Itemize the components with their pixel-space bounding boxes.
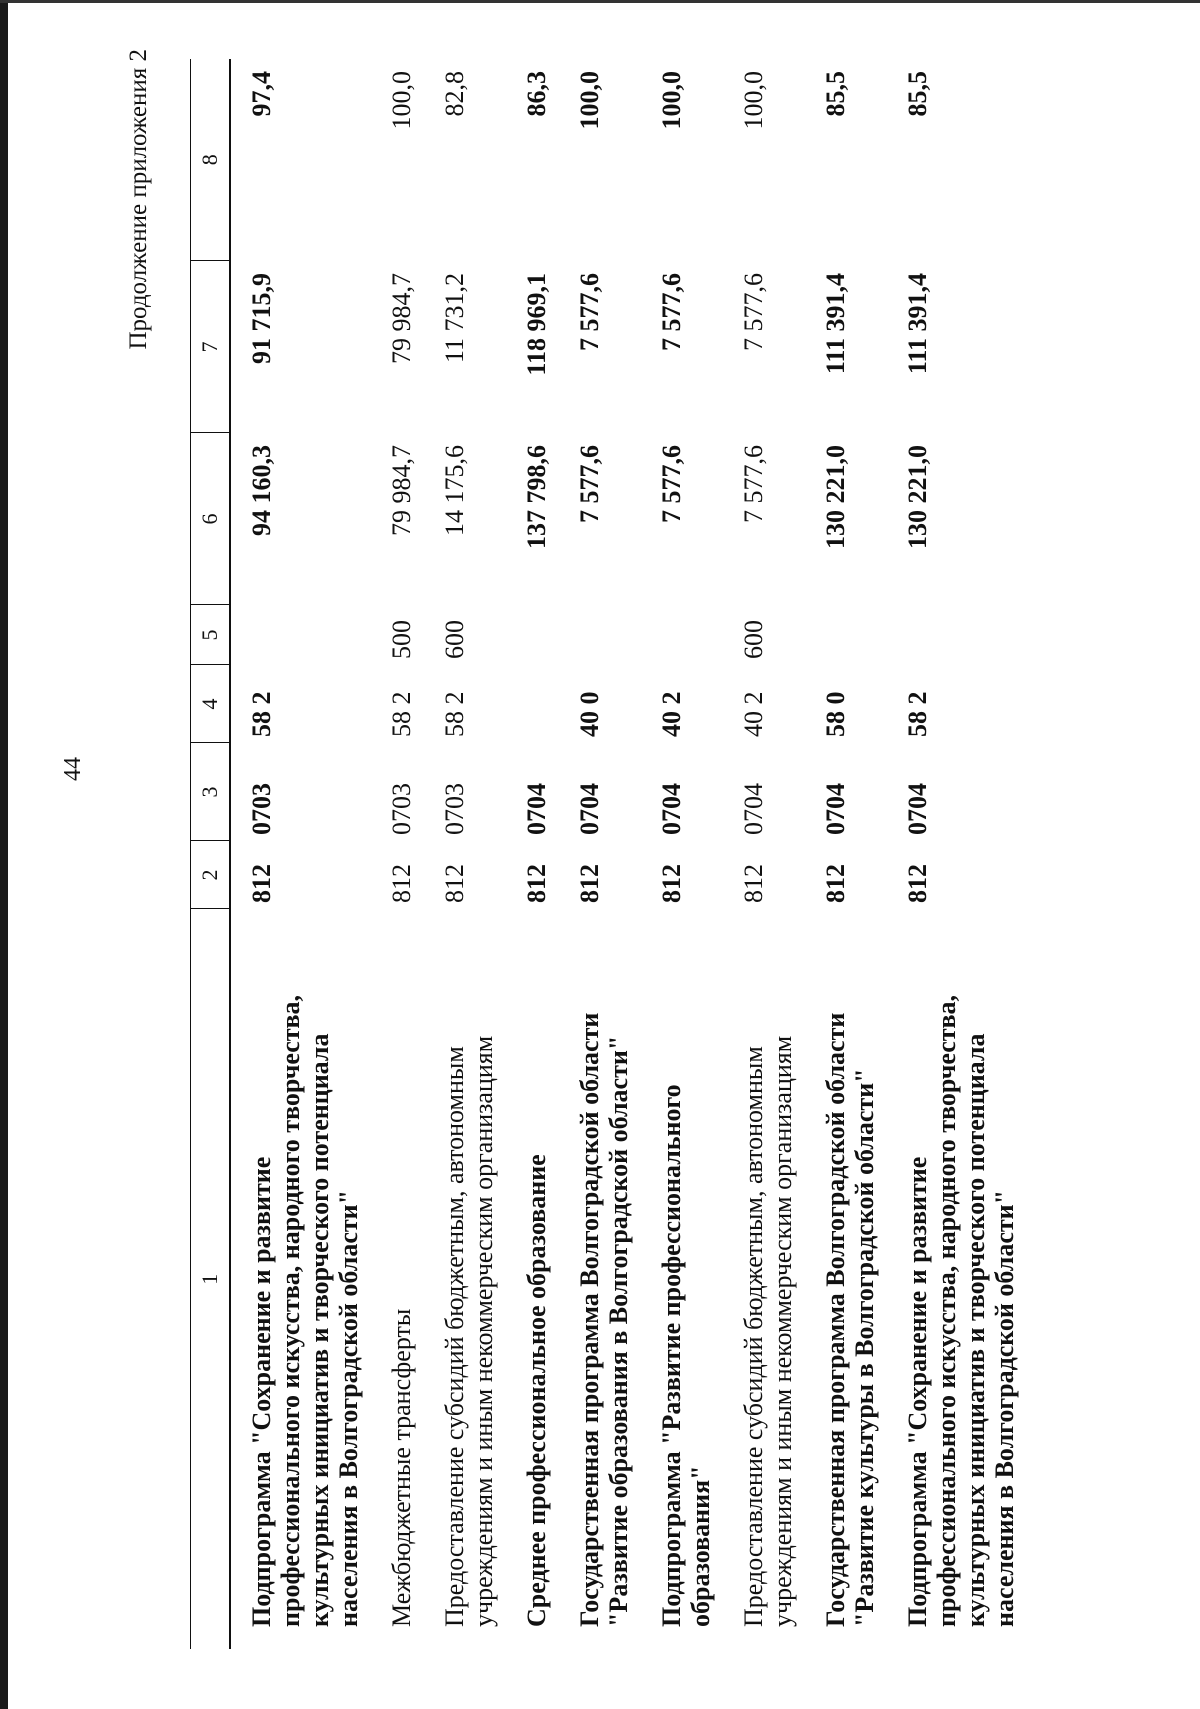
cell-expense-type xyxy=(641,605,723,665)
cell-ministry: 812 xyxy=(387,864,416,903)
cell-section: 0704 xyxy=(903,783,932,835)
cell-executed: 79 984,7 xyxy=(387,273,416,364)
row-name: Государственная программа Волгоградской области "Развитие культуры в Волгоградской области" xyxy=(821,1012,879,1627)
budget-table xyxy=(190,59,1027,1649)
header-cell: 8 xyxy=(191,59,231,261)
cell-target: 58 0 xyxy=(821,691,850,737)
cell-planned: 137 798,6 xyxy=(522,445,551,549)
cell-section: 0703 xyxy=(247,783,276,835)
cell-percent: 100,0 xyxy=(387,71,416,130)
row-name: Межбюджетные трансферты xyxy=(387,1308,416,1627)
table-row xyxy=(424,59,506,1649)
cell-expense-type xyxy=(559,605,641,665)
cell-section: 0703 xyxy=(387,783,416,835)
cell-percent: 82,8 xyxy=(440,71,469,117)
header-cell: 4 xyxy=(191,665,231,743)
row-name: Предоставление субсидий бюджетным, автономным учреждениям и иным некоммерческим организациям xyxy=(739,1035,797,1627)
cell-percent: 100,0 xyxy=(657,71,686,130)
cell-section: 0704 xyxy=(575,783,604,835)
cell-target: 58 2 xyxy=(440,691,469,737)
cell-target: 40 2 xyxy=(657,691,686,737)
cell-ministry: 812 xyxy=(247,864,276,903)
cell-percent: 85,5 xyxy=(903,71,932,117)
cell-ministry: 812 xyxy=(821,864,850,903)
cell-planned: 79 984,7 xyxy=(387,445,416,536)
cell-planned: 14 175,6 xyxy=(440,445,469,536)
table-row xyxy=(506,59,559,1649)
row-name: Подпрограмма "Развитие профессионального образования" xyxy=(657,1084,715,1627)
row-name: Подпрограмма "Сохранение и развитие профессионального искусства, народного творчества, культурных инициатив и творческого потенциала населения в Волгоградской области" xyxy=(903,994,1019,1627)
cell-executed: 91 715,9 xyxy=(247,273,276,364)
table-row xyxy=(805,59,887,1649)
header-cell: 3 xyxy=(191,743,231,841)
cell-section: 0704 xyxy=(522,783,551,835)
cell-planned: 7 577,6 xyxy=(657,445,686,523)
header-cell: 2 xyxy=(191,841,231,909)
cell-executed: 111 391,4 xyxy=(903,273,932,375)
cell-planned: 130 221,0 xyxy=(903,445,932,549)
cell-section: 0704 xyxy=(657,783,686,835)
cell-target xyxy=(506,665,559,743)
cell-executed: 7 577,6 xyxy=(739,273,768,351)
cell-section: 0704 xyxy=(821,783,850,835)
table-row xyxy=(559,59,641,1649)
header-cell: 6 xyxy=(191,433,231,605)
table-row xyxy=(371,59,424,1649)
cell-ministry: 812 xyxy=(657,864,686,903)
cell-planned: 7 577,6 xyxy=(739,445,768,523)
row-name: Подпрограмма "Сохранение и развитие профессионального искусства, народного творчества, культурных инициатив и творческого потенциала населения в Волгоградской области" xyxy=(247,994,363,1627)
cell-expense-type: 600 xyxy=(440,620,469,659)
cell-executed: 11 731,2 xyxy=(440,273,469,364)
cell-expense-type: 600 xyxy=(739,620,768,659)
cell-ministry: 812 xyxy=(575,864,604,903)
header-cell: 7 xyxy=(191,261,231,433)
cell-ministry: 812 xyxy=(903,864,932,903)
cell-expense-type xyxy=(805,605,887,665)
cell-expense-type: 500 xyxy=(387,620,416,659)
cell-ministry: 812 xyxy=(440,864,469,903)
cell-executed: 7 577,6 xyxy=(657,273,686,351)
cell-percent: 97,4 xyxy=(247,71,276,117)
cell-planned: 94 160,3 xyxy=(247,445,276,536)
cell-percent: 86,3 xyxy=(522,71,551,117)
cell-executed: 111 391,4 xyxy=(821,273,850,375)
cell-percent: 100,0 xyxy=(739,71,768,130)
cell-target: 58 2 xyxy=(387,691,416,737)
cell-target: 58 2 xyxy=(247,691,276,737)
header-cell: 5 xyxy=(191,605,231,665)
row-name: Предоставление субсидий бюджетным, автономным учреждениям и иным некоммерческим организациям xyxy=(440,1035,498,1627)
cell-target: 58 2 xyxy=(903,691,932,737)
header-cell: 1 xyxy=(191,909,231,1649)
table-row xyxy=(887,59,1027,1649)
cell-percent: 85,5 xyxy=(821,71,850,117)
cell-executed: 118 969,1 xyxy=(522,273,551,376)
cell-expense-type xyxy=(506,605,559,665)
page-number: 44 xyxy=(60,757,86,781)
table-row xyxy=(641,59,723,1649)
cell-section: 0703 xyxy=(440,783,469,835)
table-row xyxy=(230,59,371,1649)
row-name: Среднее профессиональное образование xyxy=(522,1154,551,1627)
cell-planned: 7 577,6 xyxy=(575,445,604,523)
cell-ministry: 812 xyxy=(739,864,768,903)
table-row xyxy=(723,59,805,1649)
cell-target: 40 0 xyxy=(575,691,604,737)
continuation-label: Продолжение приложения 2 xyxy=(125,49,152,350)
cell-expense-type xyxy=(887,605,1027,665)
cell-ministry: 812 xyxy=(522,864,551,903)
cell-percent: 100,0 xyxy=(575,71,604,130)
table-header-row xyxy=(191,59,231,1649)
cell-expense-type xyxy=(230,605,371,665)
cell-executed: 7 577,6 xyxy=(575,273,604,351)
cell-planned: 130 221,0 xyxy=(821,445,850,549)
cell-section: 0704 xyxy=(739,783,768,835)
cell-target: 40 2 xyxy=(739,691,768,737)
row-name: Государственная программа Волгоградской области "Развитие образования в Волгоградской области" xyxy=(575,1012,633,1627)
